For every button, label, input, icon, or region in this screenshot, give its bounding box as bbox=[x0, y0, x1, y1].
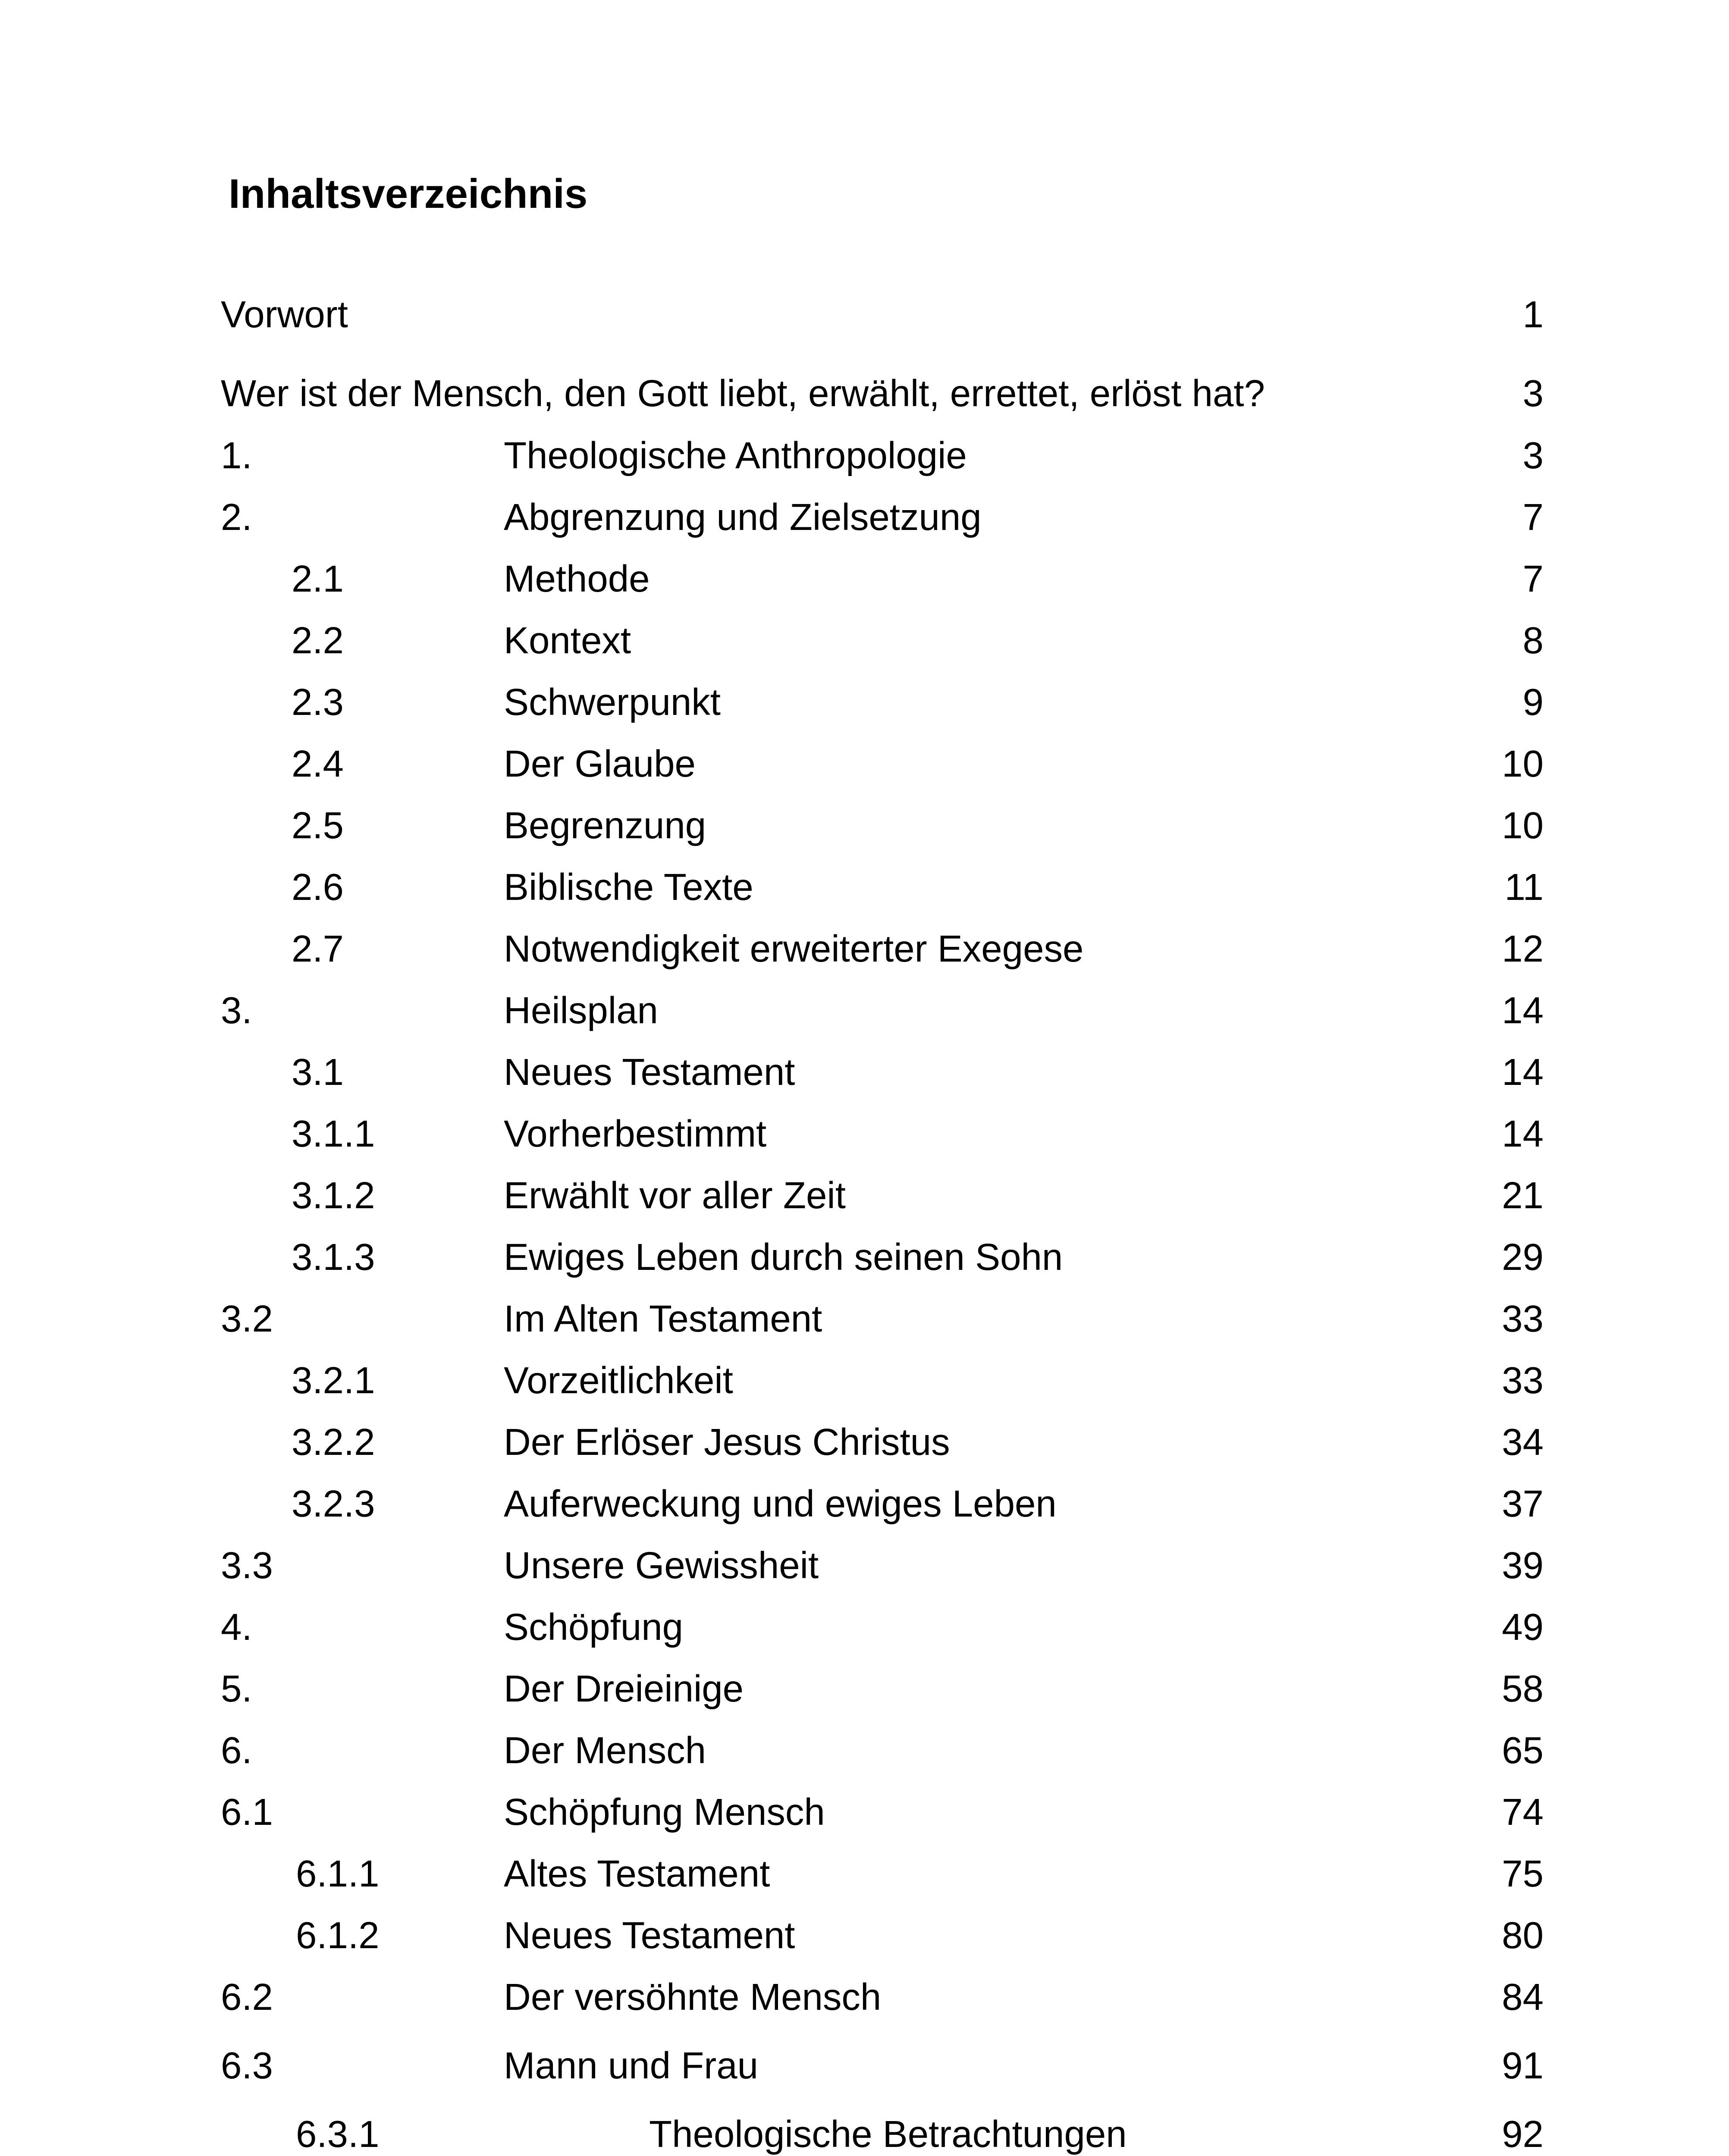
toc-entry-page: 7 bbox=[1522, 558, 1544, 600]
toc-entry-number: 3.1.3 bbox=[292, 1236, 375, 1278]
toc-entry bbox=[0, 1295, 1729, 1343]
toc-entry-number: 3.1.2 bbox=[292, 1175, 375, 1216]
toc-entry-label: Abgrenzung und Zielsetzung bbox=[504, 496, 982, 538]
toc-entry bbox=[0, 740, 1729, 788]
toc-entry bbox=[0, 1789, 1729, 1836]
toc-entry-page: 11 bbox=[1504, 866, 1544, 908]
toc-entry-label: Heilsplan bbox=[504, 990, 658, 1031]
toc-entry-label: Theologische Betrachtungen bbox=[649, 2113, 1127, 2155]
toc-entry bbox=[0, 1234, 1729, 1281]
toc-entry-page: 14 bbox=[1502, 990, 1544, 1031]
toc-entry-label: Schöpfung bbox=[504, 1606, 684, 1648]
toc-entry-page: 7 bbox=[1522, 496, 1544, 538]
toc-entry-page: 33 bbox=[1502, 1298, 1544, 1340]
toc-entry bbox=[0, 864, 1729, 911]
toc-entry-number: 2.2 bbox=[292, 620, 344, 661]
toc-entry-label: Biblische Texte bbox=[504, 866, 753, 908]
toc-entry-label: Erwählt vor aller Zeit bbox=[504, 1175, 846, 1216]
toc-entry-page: 10 bbox=[1502, 743, 1544, 785]
toc-title: Inhaltsverzeichnis bbox=[229, 171, 588, 217]
toc-entry-number: 6.1.1 bbox=[296, 1853, 380, 1895]
toc-entry-page: 29 bbox=[1502, 1236, 1544, 1278]
toc-entry-number: 2.3 bbox=[292, 681, 344, 723]
toc-entry bbox=[0, 1357, 1729, 1404]
toc-entry-label: Mann und Frau bbox=[504, 2045, 759, 2087]
toc-entry bbox=[0, 1727, 1729, 1774]
toc-entry-number: 6.2 bbox=[221, 1976, 273, 2018]
toc-entry-label: Schwerpunkt bbox=[504, 681, 721, 723]
toc-entry bbox=[0, 987, 1729, 1034]
toc-entry-label: Vorzeitlichkeit bbox=[504, 1360, 733, 1401]
toc-entry-page: 14 bbox=[1502, 1051, 1544, 1093]
toc-entry-page: 74 bbox=[1502, 1791, 1544, 1833]
toc-entry-label: Neues Testament bbox=[504, 1915, 795, 1956]
toc-entry-number: 2.7 bbox=[292, 928, 344, 970]
toc-entry-number: 3.2.1 bbox=[292, 1360, 375, 1401]
toc-entry-page: 34 bbox=[1502, 1421, 1544, 1463]
toc-entry-page: 80 bbox=[1502, 1915, 1544, 1956]
toc-entry-label: Altes Testament bbox=[504, 1853, 770, 1895]
toc-entry bbox=[0, 1665, 1729, 1713]
toc-entry-label: Kontext bbox=[504, 620, 631, 661]
toc-entry bbox=[0, 1542, 1729, 1589]
toc-entry-number: 1. bbox=[221, 435, 252, 476]
toc-entry-number: 6.1 bbox=[221, 1791, 273, 1833]
toc-entry-label: Im Alten Testament bbox=[504, 1298, 822, 1340]
toc-entry-label: Der Dreieinige bbox=[504, 1668, 744, 1710]
toc-entry-page: 92 bbox=[1502, 2113, 1544, 2155]
toc-entry bbox=[0, 802, 1729, 849]
toc-entry-number: 3.2.3 bbox=[292, 1483, 375, 1525]
toc-entry bbox=[0, 1419, 1729, 1466]
toc-entry bbox=[0, 1172, 1729, 1219]
toc-entry-number: 6.1.2 bbox=[296, 1915, 380, 1956]
toc-entry bbox=[0, 432, 1729, 479]
toc-entry bbox=[0, 2111, 1729, 2156]
toc-entry-number: 5. bbox=[221, 1668, 252, 1710]
toc-entry-page: 1 bbox=[1522, 294, 1544, 335]
toc-entry-number: 2.5 bbox=[292, 805, 344, 846]
toc-entry-page: 33 bbox=[1502, 1360, 1544, 1401]
toc-entry-label: Schöpfung Mensch bbox=[504, 1791, 825, 1833]
toc-entry-number: 2. bbox=[221, 496, 252, 538]
toc-entry-label: Der versöhnte Mensch bbox=[504, 1976, 882, 2018]
toc-entry bbox=[0, 494, 1729, 541]
toc-entry-label: Unsere Gewissheit bbox=[504, 1545, 819, 1586]
toc-entry-number: 3. bbox=[221, 990, 252, 1031]
toc-entry-page: 75 bbox=[1502, 1853, 1544, 1895]
toc-entry-label: Vorwort bbox=[221, 294, 348, 335]
toc-entry-label: Wer ist der Mensch, den Gott liebt, erwählt, errettet, erlöst hat? bbox=[221, 373, 1265, 414]
toc-entry-number: 6.3.1 bbox=[296, 2113, 380, 2155]
toc-entry bbox=[0, 617, 1729, 664]
toc-entry-number: 2.6 bbox=[292, 866, 344, 908]
toc-entry bbox=[0, 1604, 1729, 1651]
toc-entry-label: Der Mensch bbox=[504, 1730, 706, 1771]
toc-entry bbox=[0, 925, 1729, 973]
toc-entry-label: Der Erlöser Jesus Christus bbox=[504, 1421, 950, 1463]
toc-entry-number: 2.1 bbox=[292, 558, 344, 600]
toc-entry-number: 6. bbox=[221, 1730, 252, 1771]
toc-entry-page: 91 bbox=[1502, 2045, 1544, 2087]
toc-entry-page: 8 bbox=[1522, 620, 1544, 661]
toc-entry-page: 49 bbox=[1502, 1606, 1544, 1648]
toc-entry bbox=[0, 2042, 1729, 2090]
toc-entry-page: 58 bbox=[1502, 1668, 1544, 1710]
toc-entry-number: 4. bbox=[221, 1606, 252, 1648]
toc-entry bbox=[0, 1480, 1729, 1528]
toc-entry-page: 39 bbox=[1502, 1545, 1544, 1586]
toc-entry-label: Vorherbestimmt bbox=[504, 1113, 767, 1155]
toc-entry bbox=[0, 679, 1729, 726]
toc-entry-number: 3.1.1 bbox=[292, 1113, 375, 1155]
toc-entry-label: Der Glaube bbox=[504, 743, 696, 785]
toc-entry-page: 21 bbox=[1502, 1175, 1544, 1216]
toc-entry-page: 3 bbox=[1522, 435, 1544, 476]
toc-entry bbox=[0, 555, 1729, 603]
toc-entry bbox=[0, 1974, 1729, 2021]
toc-entry-number: 6.3 bbox=[221, 2045, 273, 2087]
toc-entry-number: 3.2 bbox=[221, 1298, 273, 1340]
toc-entry-label: Theologische Anthropologie bbox=[504, 435, 967, 476]
toc-entry-label: Ewiges Leben durch seinen Sohn bbox=[504, 1236, 1063, 1278]
toc-entry-page: 9 bbox=[1522, 681, 1544, 723]
toc-entry-number: 3.3 bbox=[221, 1545, 273, 1586]
toc-entry-label: Begrenzung bbox=[504, 805, 706, 846]
toc-entry-page: 37 bbox=[1502, 1483, 1544, 1525]
toc-entry-preface bbox=[0, 291, 1729, 338]
toc-entry-page: 10 bbox=[1502, 805, 1544, 846]
toc-entry bbox=[0, 1912, 1729, 1959]
toc-entry-label: Neues Testament bbox=[504, 1051, 795, 1093]
toc-entry bbox=[0, 1110, 1729, 1158]
toc-entry-label: Notwendigkeit erweiterter Exegese bbox=[504, 928, 1084, 970]
toc-entry-page: 14 bbox=[1502, 1113, 1544, 1155]
toc-entry-label: Auferweckung und ewiges Leben bbox=[504, 1483, 1057, 1525]
toc-entry-page: 84 bbox=[1502, 1976, 1544, 2018]
toc-entry-intro bbox=[0, 370, 1729, 417]
toc-entry bbox=[0, 1850, 1729, 1898]
toc-entry-page: 12 bbox=[1502, 928, 1544, 970]
toc-entry-number: 2.4 bbox=[292, 743, 344, 785]
toc-entry-label: Methode bbox=[504, 558, 650, 600]
toc-entry-number: 3.2.2 bbox=[292, 1421, 375, 1463]
toc-entry-page: 65 bbox=[1502, 1730, 1544, 1771]
toc-entry-number: 3.1 bbox=[292, 1051, 344, 1093]
toc-entry bbox=[0, 1049, 1729, 1096]
toc-entry-page: 3 bbox=[1522, 373, 1544, 414]
